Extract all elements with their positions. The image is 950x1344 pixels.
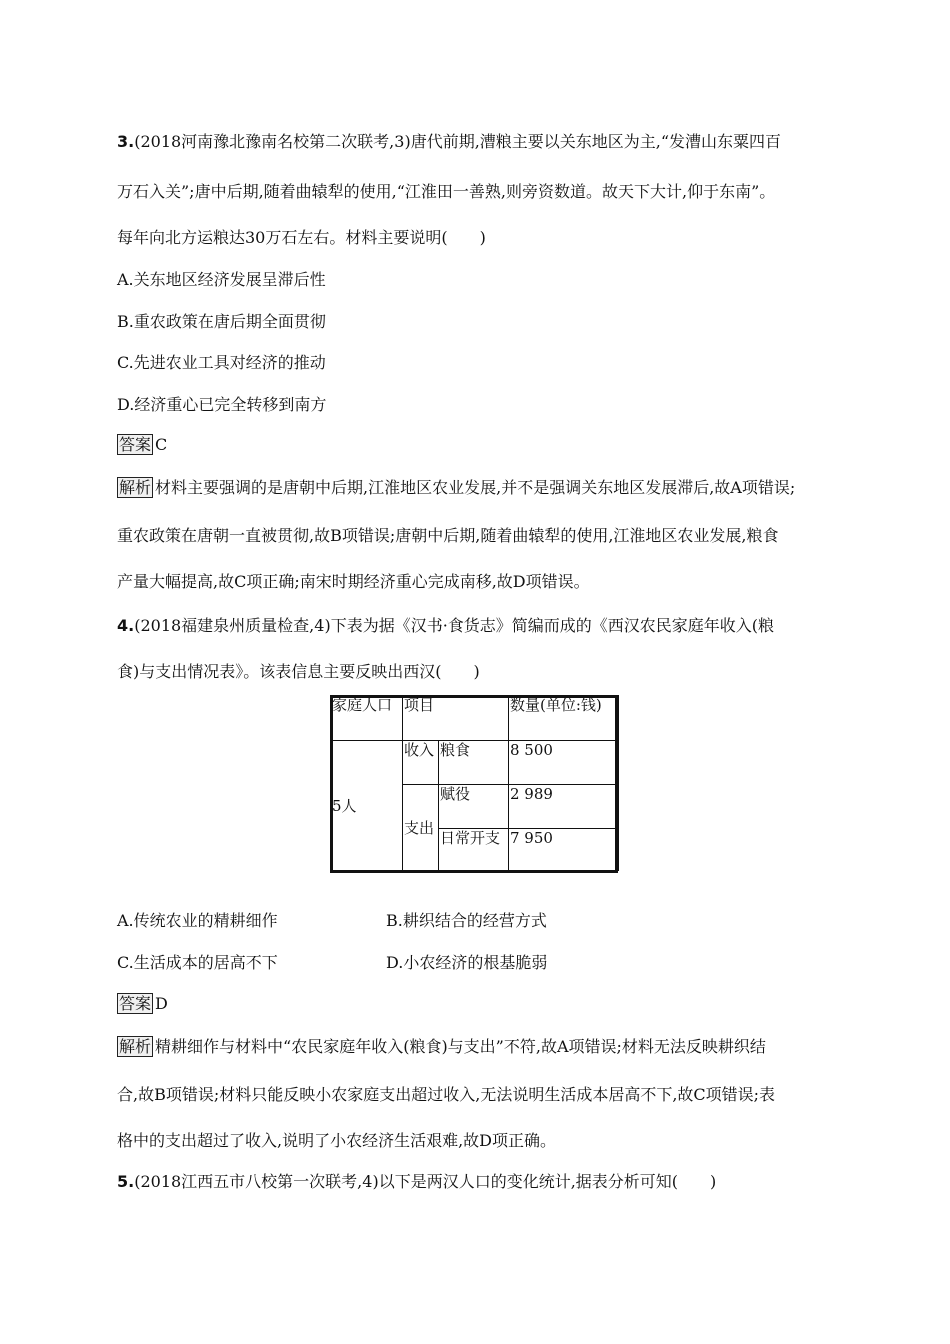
- table-cell-people: 5人: [331, 741, 403, 871]
- q3-option-a: A.关东地区经济发展呈滞后性: [117, 270, 326, 289]
- q3-stem-line1: 3.(2018河南豫北豫南名校第二次联考,3)唐代前期,漕粮主要以关东地区为主,“发漕山东粟四百: [117, 132, 782, 151]
- q3-number: 3.: [117, 132, 135, 151]
- q3-analysis-line1: 解析 材料主要强调的是唐朝中后期,江淮地区农业发展,并不是强调关东地区发展滞后,故A项错误;: [119, 478, 796, 497]
- q3-analysis-line2: 重农政策在唐朝一直被贯彻,故B项错误;唐朝中后期,随着曲辕犁的使用,江淮地区农业发展,粮食: [117, 526, 779, 545]
- q3-option-d: D.经济重心已完全转移到南方: [117, 395, 327, 414]
- table-cell-item: 粮食: [439, 741, 509, 785]
- table-cell-income: 收入: [403, 741, 439, 785]
- q3-option-b: B.重农政策在唐后期全面贯彻: [117, 312, 326, 331]
- q3-stem-line3: 每年向北方运粮达30万石左右。材料主要说明( ): [117, 228, 486, 247]
- q4-analysis-line2: 合,故B项错误;材料只能反映小农家庭支出超过收入,无法说明生活成本居高不下,故C项错误;表: [117, 1085, 776, 1104]
- table-header-population: 家庭人口: [331, 696, 403, 741]
- q5-stem-line1: 5.(2018江西五市八校第一次联考,4)以下是两汉人口的变化统计,据表分析可知( ): [117, 1172, 717, 1191]
- q4-option-a: A.传统农业的精耕细作: [117, 911, 278, 930]
- table-cell-expense: 支出: [403, 785, 439, 871]
- table-cell-value: 2 989: [509, 785, 619, 829]
- table-header-amount: 数量(单位:钱): [509, 696, 619, 741]
- analysis-tag: 解析: [119, 1037, 152, 1056]
- income-expense-table: [330, 695, 619, 871]
- table-cell-item: 赋役: [439, 785, 509, 829]
- q4-option-b: B.耕织结合的经营方式: [386, 911, 547, 930]
- q3-analysis-line3: 产量大幅提高,故C项正确;南宋时期经济重心完成南移,故D项错误。: [117, 572, 590, 591]
- q4-analysis-line3: 格中的支出超过了收入,说明了小农经济生活艰难,故D项正确。: [117, 1131, 557, 1150]
- table-header-item: 项目: [403, 696, 509, 741]
- q5-number: 5.: [117, 1172, 135, 1191]
- q3-stem-line2: 万石入关”;唐中后期,随着曲辕犁的使用,“江淮田一善熟,则旁资数道。故天下大计,仰于东南”。: [117, 182, 776, 201]
- q4-stem-line1: 4.(2018福建泉州质量检查,4)下表为据《汉书·食货志》简编而成的《西汉农民家庭年收入(粮: [117, 616, 775, 635]
- q3-option-c: C.先进农业工具对经济的推动: [117, 353, 326, 372]
- answer-tag: 答案: [119, 994, 152, 1013]
- table-cell-value: 7 950: [509, 829, 619, 871]
- answer-tag: 答案: [119, 435, 152, 454]
- q4-analysis-line1: 解析 精耕细作与材料中“农民家庭年收入(粮食)与支出”不符,故A项错误;材料无法反映耕织结: [119, 1037, 766, 1056]
- q4-answer: 答案 D: [119, 994, 168, 1013]
- q3-answer: 答案 C: [119, 435, 168, 454]
- q4-option-c: C.生活成本的居高不下: [117, 953, 278, 972]
- q4-option-d: D.小农经济的根基脆弱: [386, 953, 548, 972]
- table-cell-value: 8 500: [509, 741, 619, 785]
- table-cell-item: 日常开支: [439, 829, 509, 871]
- q4-stem-line2: 食)与支出情况表》。该表信息主要反映出西汉( ): [117, 662, 480, 681]
- q4-number: 4.: [117, 616, 135, 635]
- analysis-tag: 解析: [119, 478, 152, 497]
